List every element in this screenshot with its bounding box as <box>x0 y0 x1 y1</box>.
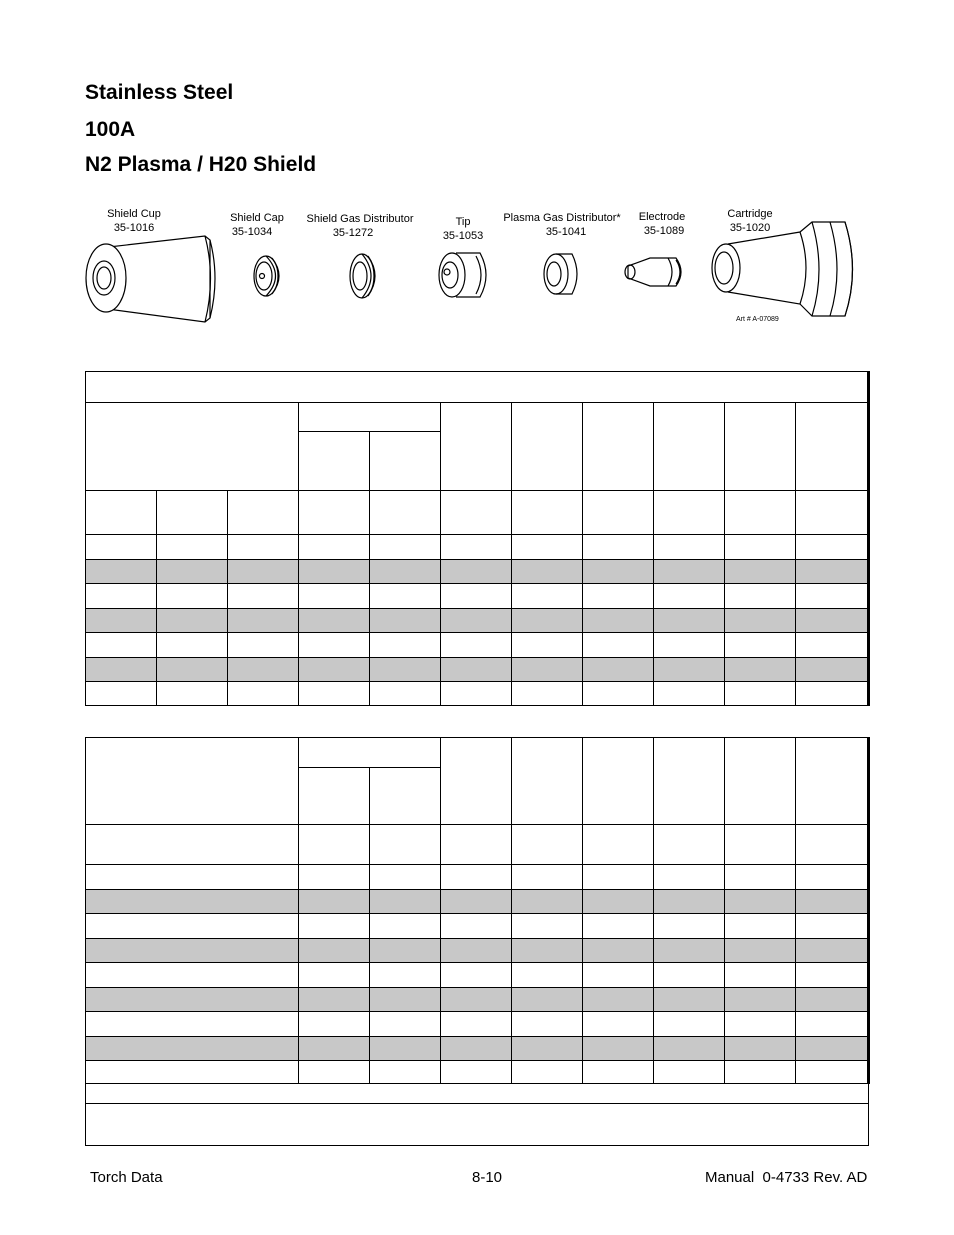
tip-drawing <box>439 253 486 297</box>
electrode-drawing <box>625 258 681 286</box>
footer-page-number: 8-10 <box>472 1169 503 1186</box>
table-row <box>86 633 869 658</box>
footer-section: Torch Data <box>90 1169 163 1186</box>
table-row <box>86 914 869 939</box>
table-row <box>86 658 869 682</box>
table-row <box>86 1061 869 1084</box>
shield-cap-drawing <box>254 256 279 296</box>
table-row <box>86 1012 869 1037</box>
cartridge-drawing <box>712 222 853 316</box>
part-label-electrode: Electrode 35-1089 <box>638 211 686 237</box>
shield-cup-drawing <box>86 236 215 322</box>
consumables-illustration <box>0 0 954 340</box>
table-row <box>86 738 869 768</box>
table-row <box>86 939 869 963</box>
table-row <box>86 865 869 890</box>
part-label-plasma-gas-distributor: Plasma Gas Distributor* 35-1041 <box>503 212 621 238</box>
table-row <box>86 890 869 914</box>
table-row <box>86 825 869 865</box>
part-label-shield-gas-distributor: Shield Gas Distributor 35-1272 <box>306 213 414 239</box>
footer-manual-number: Manual 0-4733 Rev. AD <box>705 1169 868 1186</box>
table-row <box>86 560 869 584</box>
cut-chart-table-imperial <box>85 737 870 1146</box>
table-row <box>86 1037 869 1061</box>
table-row <box>86 372 869 403</box>
part-label-cartridge: Cartridge 35-1020 <box>727 208 773 234</box>
table-row <box>86 535 869 560</box>
art-number: Art # A-07089 <box>736 316 779 323</box>
table-row <box>86 403 869 432</box>
table-row <box>86 682 869 706</box>
shield-gas-distributor-drawing <box>350 254 375 298</box>
table-row <box>86 1084 869 1104</box>
title-amperage: 100A <box>85 118 136 141</box>
title-gas: N2 Plasma / H20 Shield <box>85 153 317 176</box>
plasma-gas-distributor-drawing <box>544 254 577 294</box>
part-label-shield-cup: Shield Cup 35-1016 <box>107 208 161 234</box>
cut-chart-table-metric <box>85 371 870 706</box>
table-row <box>86 963 869 988</box>
table-row <box>86 584 869 609</box>
table-note-row <box>86 1104 869 1146</box>
table-row <box>86 988 869 1012</box>
table-row <box>86 491 869 535</box>
part-label-shield-cap: Shield Cap 35-1034 <box>230 212 284 238</box>
part-label-tip: Tip 35-1053 <box>442 216 484 242</box>
title-material: Stainless Steel <box>85 81 234 104</box>
table-row <box>86 609 869 633</box>
